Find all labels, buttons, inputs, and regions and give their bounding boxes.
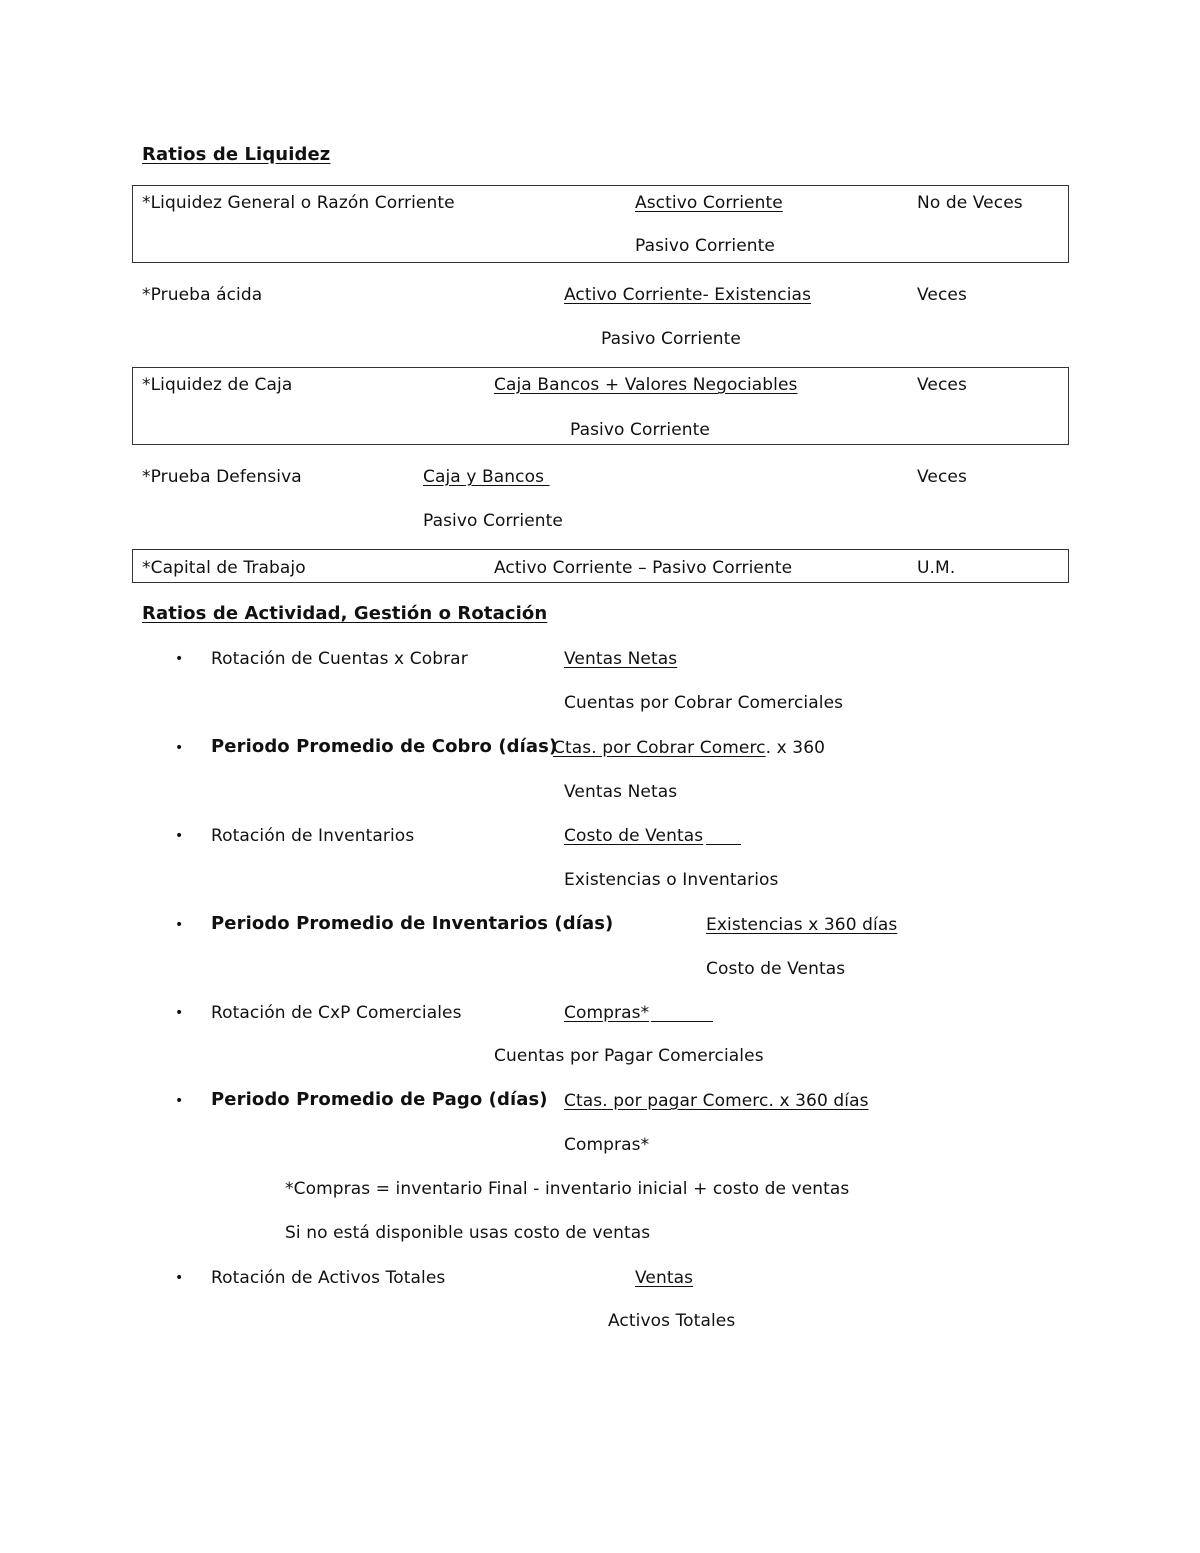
- ratio-numerator-periodo-cobro-underlined: Ctas. por Cobrar Comerc: [553, 738, 766, 758]
- ratio-name-periodo-pago: Periodo Promedio de Pago (días): [211, 1089, 548, 1110]
- ratio-denominator-periodo-cobro: Ventas Netas: [564, 782, 678, 802]
- ratio-unit-capital-trabajo: U.M.: [917, 558, 956, 578]
- ratio-denominator-periodo-inventarios: Costo de Ventas: [706, 959, 846, 979]
- ratio-name-prueba-acida: *Prueba ácida: [142, 285, 263, 305]
- bullet-icon: •: [175, 828, 184, 844]
- numerator-underline-extension: [706, 844, 741, 845]
- ratio-numerator-prueba-acida: Activo Corriente- Existencias: [564, 285, 812, 305]
- ratio-numerator-rotacion-inventarios: Costo de Ventas: [564, 826, 704, 846]
- ratio-numerator-periodo-pago: Ctas. por pagar Comerc. x 360 días: [564, 1091, 869, 1111]
- ratio-numerator-periodo-cobro-tail: . x 360: [765, 738, 826, 758]
- numerator-underline-extension: [651, 1021, 713, 1022]
- ratio-name-rotacion-inventarios: Rotación de Inventarios: [211, 826, 415, 846]
- ratio-numerator-liquidez-caja: Caja Bancos + Valores Negociables: [494, 375, 798, 395]
- ratio-name-rotacion-activos: Rotación de Activos Totales: [211, 1268, 446, 1288]
- section-heading-liquidez: Ratios de Liquidez: [142, 144, 331, 165]
- ratio-unit-liquidez-general: No de Veces: [917, 193, 1023, 213]
- ratio-numerator-rotacion-cxc: Ventas Netas: [564, 649, 678, 669]
- bullet-icon: •: [175, 1093, 184, 1109]
- ratio-name-prueba-defensiva: *Prueba Defensiva: [142, 467, 302, 487]
- ratio-numerator-prueba-defensiva: Caja y Bancos: [423, 467, 550, 487]
- ratio-name-capital-trabajo: *Capital de Trabajo: [142, 558, 306, 578]
- ratio-numerator-liquidez-general: Asctivo Corriente: [635, 193, 783, 213]
- bullet-icon: •: [175, 740, 184, 756]
- ratio-unit-liquidez-caja: Veces: [917, 375, 967, 395]
- ratio-unit-prueba-acida: Veces: [917, 285, 967, 305]
- ratio-unit-prueba-defensiva: Veces: [917, 467, 967, 487]
- ratio-denominator-rotacion-inventarios: Existencias o Inventarios: [564, 870, 779, 890]
- ratio-name-periodo-cobro: Periodo Promedio de Cobro (días): [211, 736, 558, 757]
- section-heading-actividad: Ratios de Actividad, Gestión o Rotación: [142, 603, 548, 624]
- ratio-denominator-rotacion-activos: Activos Totales: [608, 1311, 736, 1331]
- ratio-formula-capital-trabajo: Activo Corriente – Pasivo Corriente: [494, 558, 793, 578]
- ratio-denominator-liquidez-caja: Pasivo Corriente: [570, 420, 710, 440]
- ratio-numerator-rotacion-cxp: Compras*: [564, 1003, 650, 1023]
- ratio-name-liquidez-general: *Liquidez General o Razón Corriente: [142, 193, 455, 213]
- ratio-name-liquidez-caja: *Liquidez de Caja: [142, 375, 293, 395]
- ratio-name-periodo-inventarios: Periodo Promedio de Inventarios (días): [211, 913, 614, 934]
- ratio-denominator-prueba-defensiva: Pasivo Corriente: [423, 511, 563, 531]
- note-compras-fallback: Si no está disponible usas costo de ventas: [285, 1223, 651, 1243]
- bullet-icon: •: [175, 1005, 184, 1021]
- ratio-denominator-liquidez-general: Pasivo Corriente: [635, 236, 775, 256]
- bullet-icon: •: [175, 1270, 184, 1286]
- note-compras-formula: *Compras = inventario Final - inventario inicial + costo de ventas: [285, 1179, 850, 1199]
- ratio-numerator-rotacion-activos: Ventas: [635, 1268, 694, 1288]
- ratio-denominator-periodo-pago: Compras*: [564, 1135, 650, 1155]
- ratio-denominator-rotacion-cxc: Cuentas por Cobrar Comerciales: [564, 693, 844, 713]
- ratio-name-rotacion-cxc: Rotación de Cuentas x Cobrar: [211, 649, 468, 669]
- ratio-denominator-prueba-acida: Pasivo Corriente: [601, 329, 741, 349]
- ratio-numerator-periodo-cobro: [553, 737, 825, 759]
- ratio-denominator-rotacion-cxp: Cuentas por Pagar Comerciales: [494, 1046, 764, 1066]
- ratio-numerator-periodo-inventarios: Existencias x 360 días: [706, 915, 898, 935]
- bullet-icon: •: [175, 651, 184, 667]
- bullet-icon: •: [175, 917, 184, 933]
- ratio-name-rotacion-cxp: Rotación de CxP Comerciales: [211, 1003, 462, 1023]
